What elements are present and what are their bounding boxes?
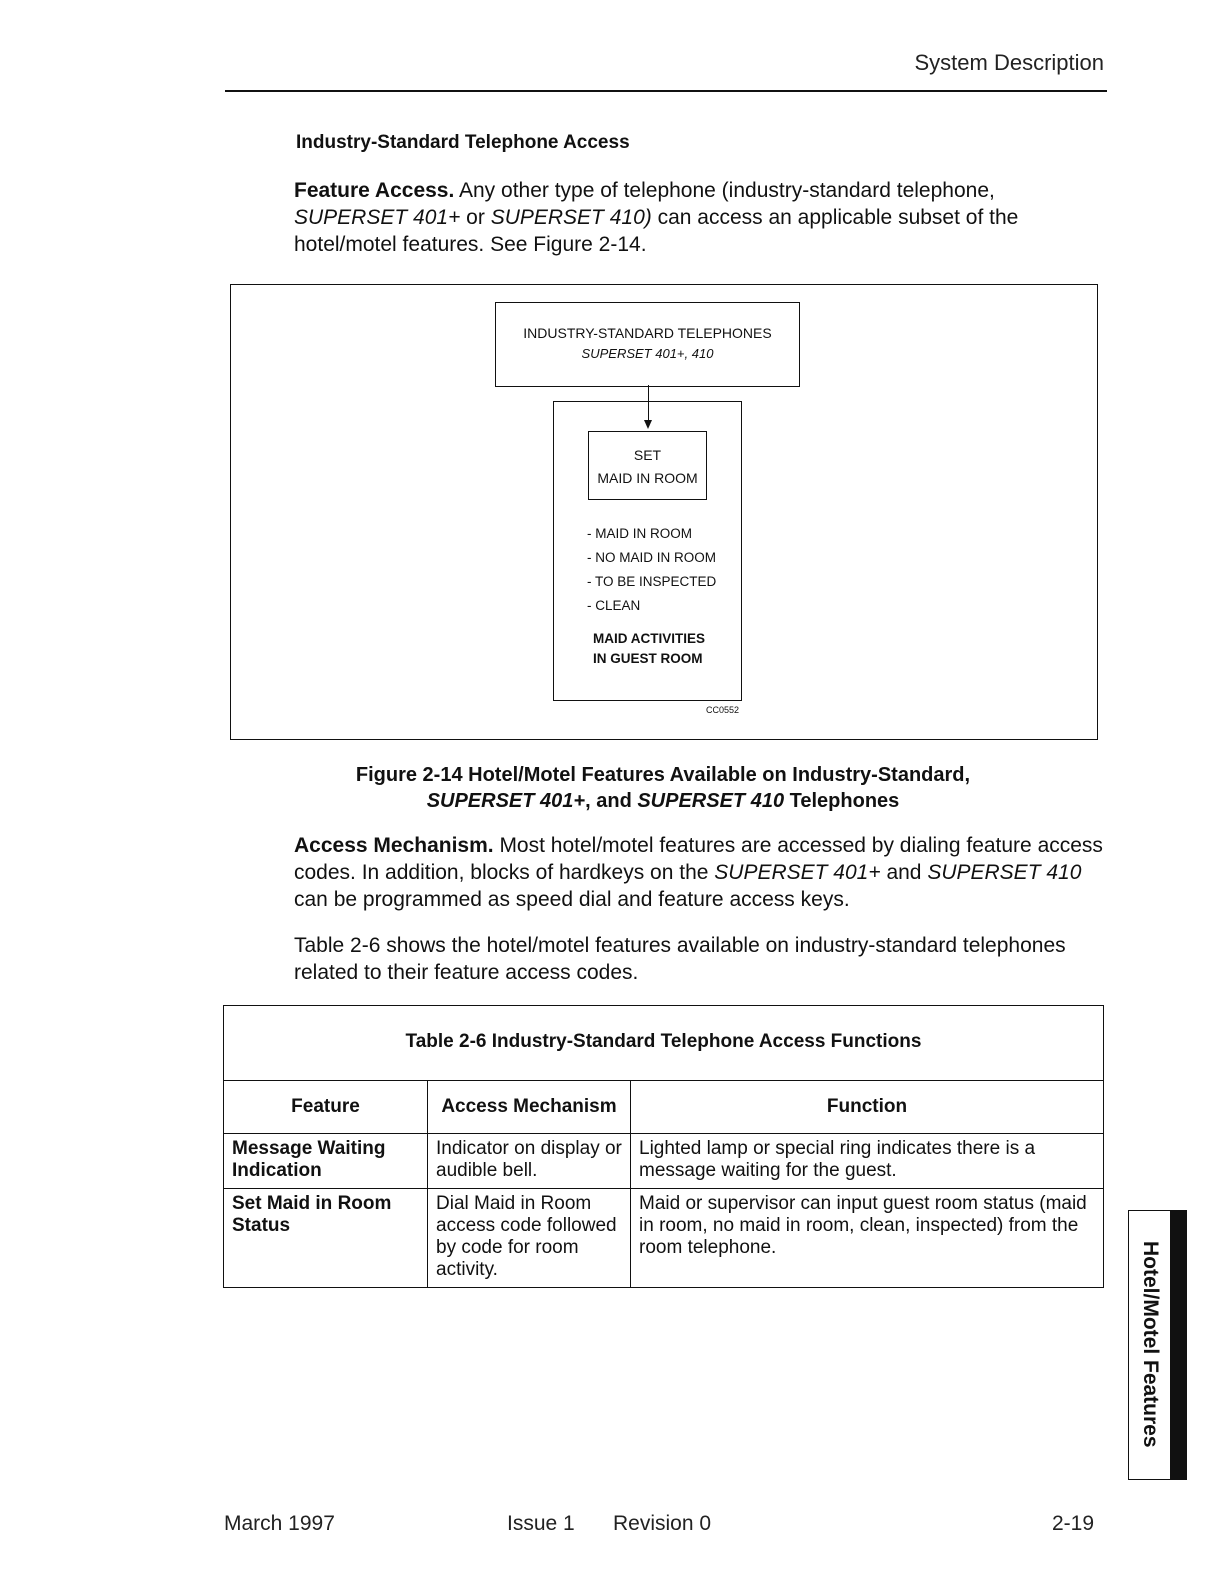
caption-italic-1: SUPERSET 401+ (426, 790, 586, 812)
feature-access-paragraph (294, 177, 1106, 258)
p2-text-2: and (880, 861, 928, 884)
inner-caption-line1: MAID ACTIVITIES (593, 631, 706, 646)
footer-revision: Revision 0 (613, 1512, 712, 1535)
set-maid-box-line2: MAID IN ROOM (597, 470, 698, 486)
table-caption: Table 2-6 Industry-Standard Telephone Access Functions (224, 1006, 1104, 1081)
running-header: System Description (914, 50, 1104, 75)
table-cell: Message Waiting Indication (224, 1134, 428, 1189)
telephones-box-title: INDUSTRY-STANDARD TELEPHONES (523, 325, 772, 341)
table-header-row (224, 1081, 1104, 1134)
p2-text-1: Most hotel/motel features are accessed by dialing feature access codes. In addition, blocks of hardkeys on the (294, 834, 1103, 884)
caption-text-1: , and (585, 790, 638, 812)
figure-set-maid-box (588, 431, 707, 500)
caption-text-2: Telephones (784, 790, 900, 812)
table-row (224, 1134, 1104, 1189)
figure-status-list (587, 522, 716, 618)
p2-italic-2: SUPERSET 410 (927, 861, 1082, 884)
footer-issue: Issue 1 (507, 1512, 575, 1535)
table-intro-paragraph: Table 2-6 shows the hotel/motel features available on industry-standard telephones related to their feature access codes. (294, 934, 1066, 984)
figure-code: CC0552 (706, 705, 740, 715)
side-tab-label: Hotel/Motel Features (1139, 1240, 1162, 1448)
inner-caption-line2: IN GUEST ROOM (593, 651, 703, 666)
p1-italic-1: SUPERSET 401+ (294, 206, 461, 229)
footer-date: March 1997 (224, 1512, 335, 1535)
list-item: - MAID IN ROOM (587, 526, 692, 541)
figure-caption-line1: Figure 2-14 Hotel/Motel Features Available on Industry-Standard, (355, 764, 971, 786)
p2-italic-1: SUPERSET 401+ (714, 861, 881, 884)
column-header-access-mechanism: Access Mechanism (428, 1081, 631, 1134)
set-maid-box-line1: SET (633, 447, 662, 463)
p1-text-3: can access an applicable subset of the hotel/motel features. See Figure 2-14. (294, 206, 1019, 256)
list-item: - CLEAN (587, 598, 641, 613)
access-mechanism-paragraph (294, 832, 1106, 913)
table-caption-row (224, 1006, 1104, 1081)
table-cell: Lighted lamp or special ring indicates there is a message waiting for the guest. (631, 1134, 1104, 1189)
access-functions-table (223, 1005, 1104, 1288)
table-cell: Indicator on display or audible bell. (428, 1134, 631, 1189)
list-item: - NO MAID IN ROOM (587, 550, 716, 565)
figure-inner-caption (593, 629, 705, 669)
figure-caption (230, 762, 1096, 814)
table-cell: Dial Maid in Room access code followed by code for room activity. (428, 1189, 631, 1288)
telephones-box-subtitle: SUPERSET 401+, 410 (581, 346, 714, 361)
p1-text-2: or (460, 206, 491, 229)
page-number: 2-19 (1052, 1512, 1095, 1535)
table-cell: Set Maid in Room Status (224, 1189, 428, 1288)
side-tab-bar (1170, 1210, 1187, 1480)
feature-access-lead: Feature Access. (294, 179, 455, 202)
header-rule (225, 90, 1107, 92)
table-cell: Maid or supervisor can input guest room status (maid in room, no maid in room, clean, inspected) from the room telephone. (631, 1189, 1104, 1288)
access-mechanism-lead: Access Mechanism. (294, 834, 494, 857)
p1-italic-2: SUPERSET 410) (490, 206, 652, 229)
column-header-feature: Feature (224, 1081, 428, 1134)
figure-caption-line2 (230, 788, 1096, 814)
figure-telephones-box (495, 302, 800, 387)
p2-text-3: can be programmed as speed dial and feature access keys. (294, 888, 850, 911)
list-item: - TO BE INSPECTED (587, 574, 717, 589)
section-heading: Industry-Standard Telephone Access (296, 132, 630, 153)
table-row (224, 1189, 1104, 1288)
caption-italic-2: SUPERSET 410 (637, 790, 785, 812)
p1-text-1: Any other type of telephone (industry-standard telephone, (454, 179, 995, 202)
column-header-function: Function (631, 1081, 1104, 1134)
